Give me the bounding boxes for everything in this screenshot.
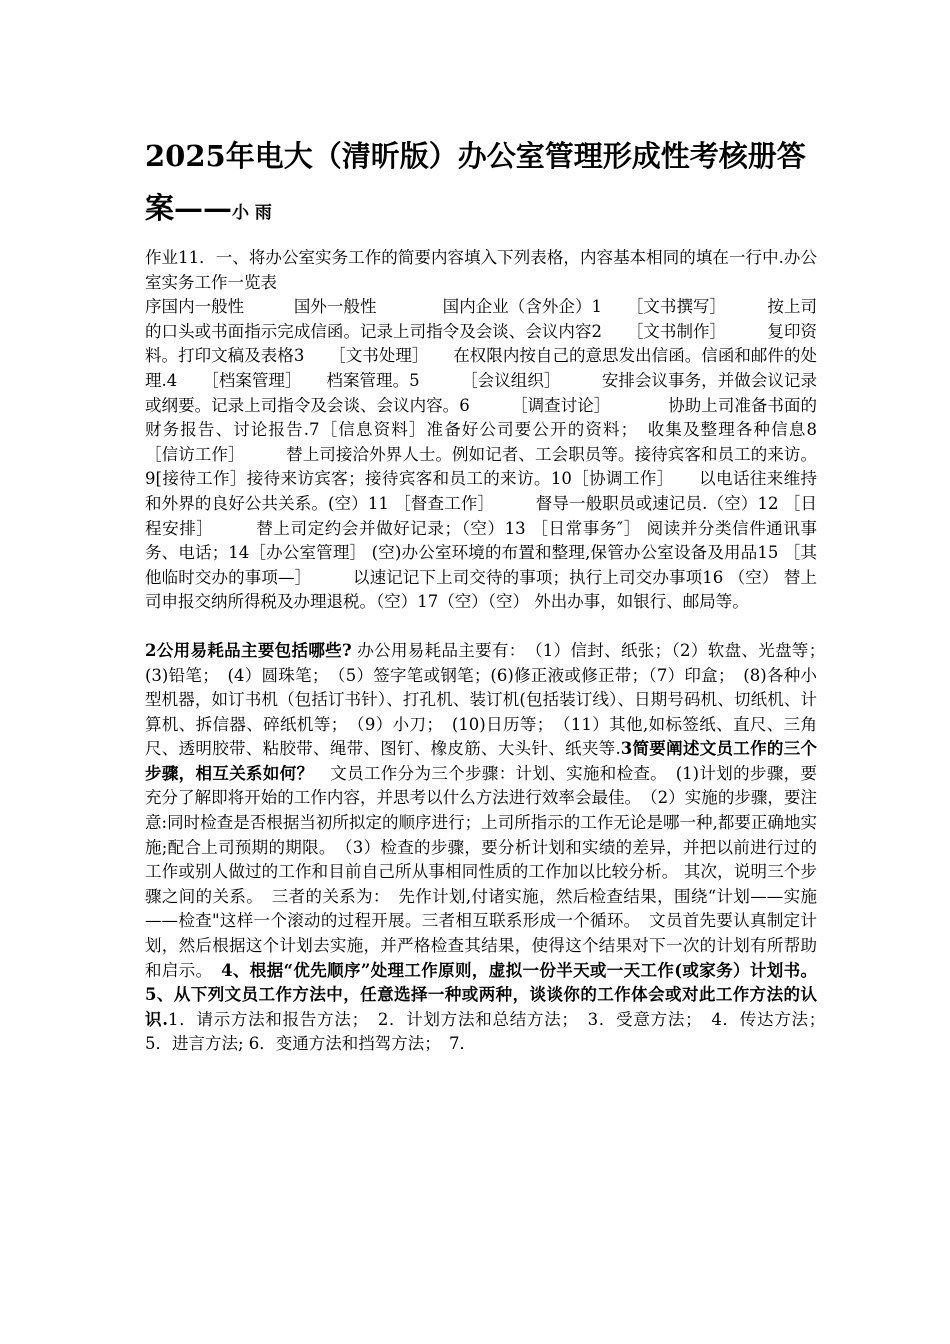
question-2-heading: 2公用易耗品主要包括哪些? [145, 640, 352, 660]
assignment-1-text: 作业11．一、将办公室实务工作的简要内容填入下列表格，内容基本相同的填在一行中.办公室实务工作一览表 序国内一般性 国外一般性 国内企业（含外企）1 ［文书撰写］ 按上司的口头或书面指示完成信函。记录上司指令及会谈、会议内容2 ［文书制作］ 复印资料。打印文稿及表格3 ［文书处理］ 在权限内按自己的意思发出信函。信函和邮件的处理.4 ［档案管理］ 档案管理。5 ［会议组织］ 安排会议事务，并做会议记录或纲要。记录上司指令及会谈、会议内容。6 ［调查讨论］ 协助上司准备书面的财务报告、讨论报告.7［信息资料］准备好公司要公开的资料； 收集及整理各种信息8 ［信访工作］ 替上司接洽外界人士。例如记者、工会职员等。接待宾客和员工的来访。9[接待工作］接待来访宾客；接待宾客和员工的来访。10［协调工作］ 以电话往来维持和外界的良好公共关系。(空）11 ［督查工作］ 督导一般职员或速记员.（空）12 ［日程安排］ 替上司定约会并做好记录；（空）13 ［日常事务″］ 阅读并分类信件通讯事务、电话；14［办公室管理］ (空)办公室环境的布置和整理,保管办公室设备及用品15 ［其他临时交办的事项—］ 以速记记下上司交待的事项；执行上司交办事项16 （空） 替上司申报交纳所得税及办理退税。（空）17（空）（空） 外出办事，如银行、邮局等。 [145, 248, 817, 612]
question-4-heading: 4、根据“优先顺序”处理工作原则，虚拟一份半天或一天工作(或家务）计划书。 [221, 960, 817, 980]
title-text: 2025年电大（清昕版）办公室管理形成性考核册答案—— [145, 139, 806, 225]
author-name: 小 雨 [232, 203, 272, 223]
question-3-heading: 3简要阐述文员工作的三个步骤，相互关系如何？ [145, 739, 818, 783]
document-body [145, 246, 834, 1057]
answers-paragraph [145, 639, 834, 1057]
document-title [145, 130, 825, 239]
question-5-answer: 1．请示方法和报告方法； 2．计划方法和总结方法； 3．受意方法； 4．传达方法； 5．进言方法; 6．变通方法和挡驾方法； 7． [145, 1009, 834, 1054]
question-3-answer: 文员工作分为三个步骤：计划、实施和检查。 (1)计划的步骤，要充分了解即将开始的工作内容，并思考以什么方法进行效率会最佳。 （2）实施的步骤，要注意:同时检查是否根据当初所拟定的顺序进行；上司所指示的工作无论是哪一种,都要正确地实施;配合上司预期的期限。 （3）检查的步骤，要分析计划和实绩的差异，并把以前进行过的工作或别人做过的工作和目前自己所从事相同性质的工作加以比较分析。 其次，说明三个步骤之间的关系。 三者的关系为： 先作计划,付诸实施，然后检查结果，围绕“计划——实施——检查"这样一个滚动的过程开展。三者相互联系形成一个循环。 文员首先要认真制定计划，然后根据这个计划去实施，并严格检查其结果，使得这个结果对下一次的计划有所帮助和启示。 [145, 763, 818, 980]
question-2-answer: 办公用易耗品主要有： （1）信封、纸张；（2）软盘、光盘等； (3)铅笔； (4）圆珠笔； （5）签字笔或钢笔；(6)修正液或修正带；（7）印盒； (8)各种小型机器，如订书机（包括订书针）、打孔机、装订机(包括装订线）、日期号码机、切纸机、计算机、拆信器、碎纸机等； （9）小刀； (10)日历等； （11）其他,如标签纸、直尺、三角尺、透明胶带、粘胶带、绳带、图钉、橡皮筋、大头针、纸夹等. [145, 640, 834, 759]
question-5-heading: 5、从下列文员工作方法中，任意选择一种或两种，谈谈你的工作体会或对此工作方法的认识. [145, 985, 817, 1029]
